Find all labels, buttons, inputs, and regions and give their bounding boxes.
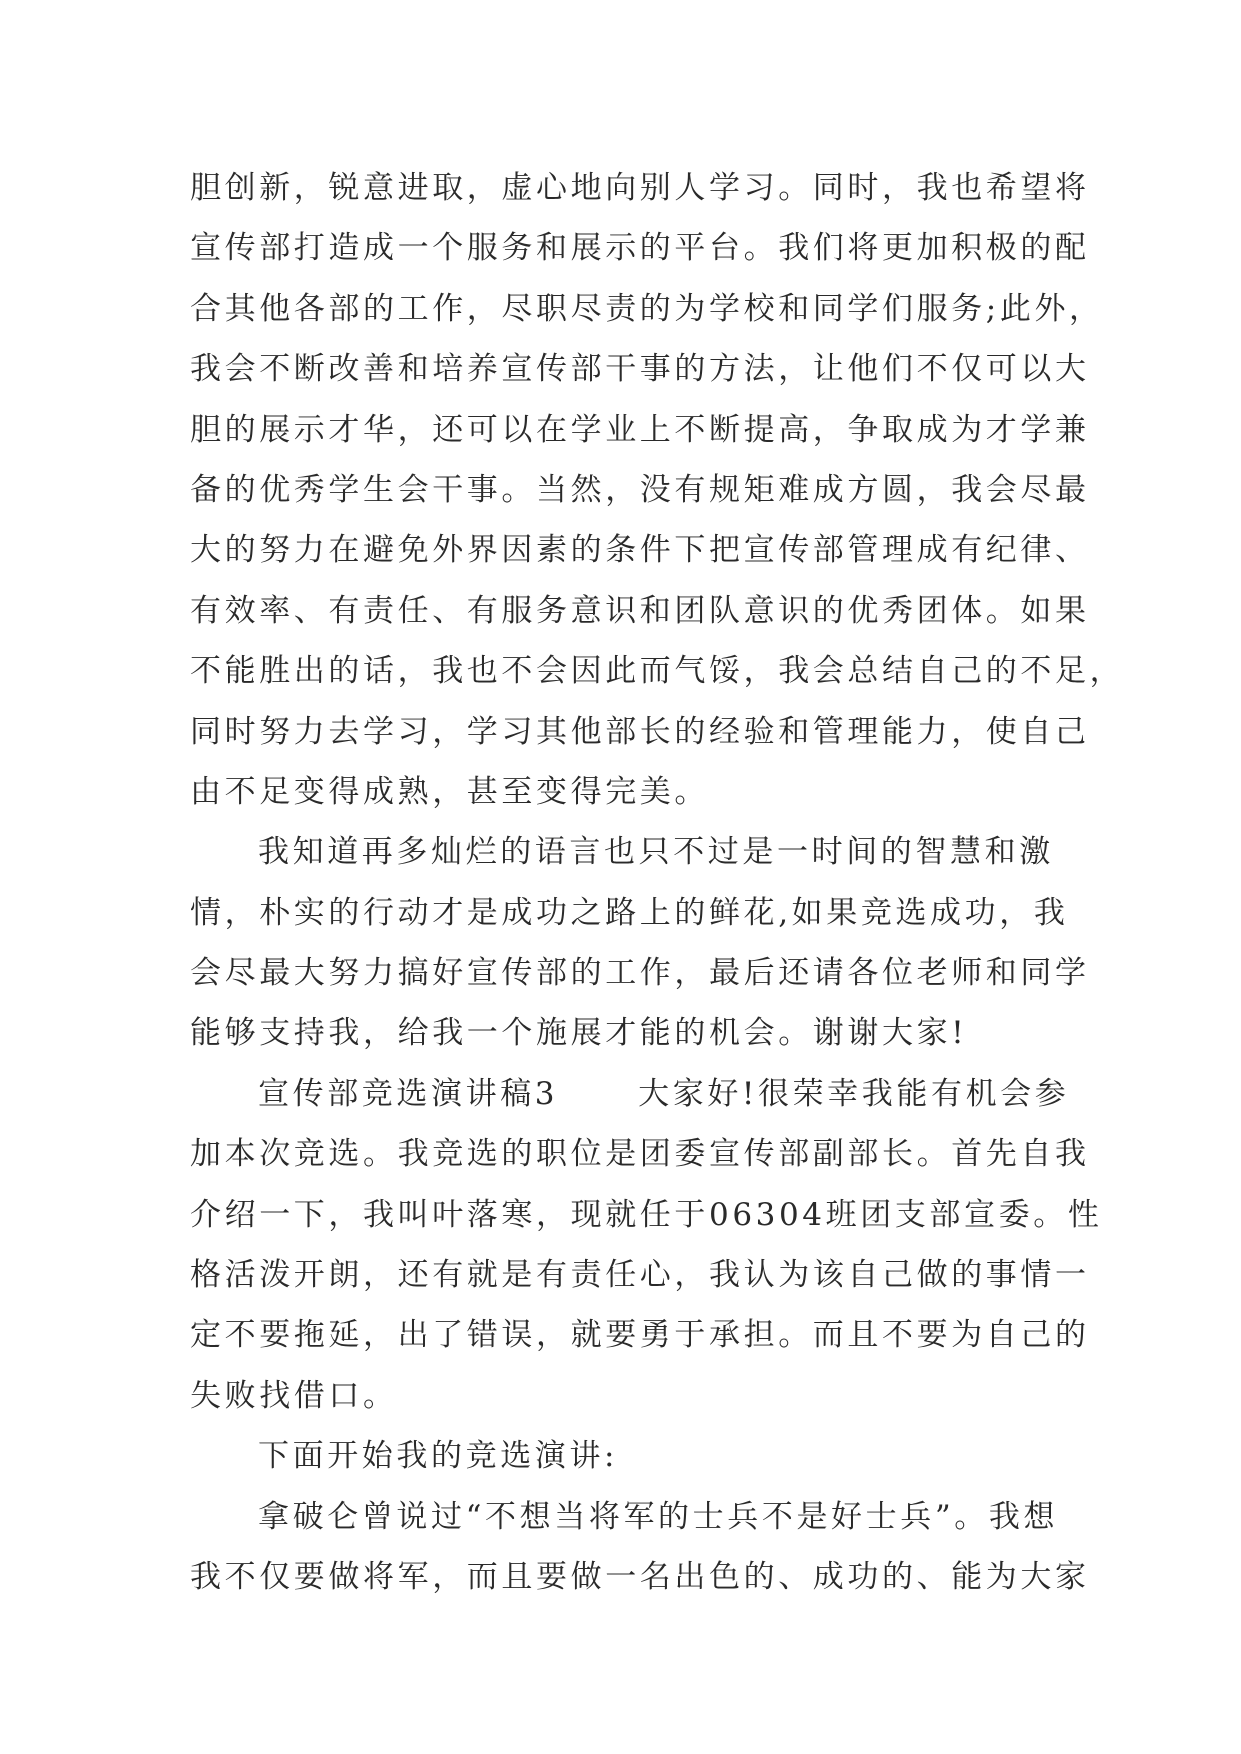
text-line-15: 能够支持我，给我一个施展才能的机会。谢谢大家!: [190, 1015, 968, 1052]
text-line-22: 下面开始我的竞选演讲:: [258, 1438, 619, 1475]
text-line-2: 宣传部打造成一个服务和展示的平台。我们将更加积极的配: [190, 230, 1090, 267]
text-line-11: 由不足变得成熟，甚至变得完美。: [190, 773, 709, 810]
text-line-24: 我不仅要做将军，而且要做一名出色的、成功的、能为大家: [190, 1558, 1090, 1595]
text-line-8: 有效率、有责任、有服务意识和团队意识的优秀团体。如果: [190, 592, 1090, 629]
text-line-19: 格活泼开朗，还有就是有责任心，我认为该自己做的事情一: [190, 1257, 1090, 1294]
text-line-7: 大的努力在避免外界因素的条件下把宣传部管理成有纪律、: [190, 532, 1090, 569]
text-line-4: 我会不断改善和培养宣传部干事的方法，让他们不仅可以大: [190, 351, 1090, 388]
text-line-13: 情，朴实的行动才是成功之路上的鲜花,如果竞选成功，我: [190, 894, 1069, 931]
text-line-10: 同时努力去学习，学习其他部长的经验和管理能力，使自己: [190, 713, 1090, 750]
text-line-3: 合其他各部的工作，尽职尽责的为学校和同学们服务;此外，: [190, 290, 1104, 327]
text-line-21: 失败找借口。: [190, 1377, 398, 1414]
text-line-17: 加本次竞选。我竞选的职位是团委宣传部副部长。首先自我: [190, 1136, 1090, 1173]
text-line-1: 胆创新，锐意进取，虚心地向别人学习。同时，我也希望将: [190, 170, 1090, 206]
body-text: [190, 158, 1125, 1607]
text-line-16: 宣传部竞选演讲稿3 大家好!很荣幸我能有机会参: [258, 1075, 1070, 1112]
text-line-20: 定不要拖延，出了错误，就要勇于承担。而且不要为自己的: [190, 1317, 1090, 1354]
text-line-23: 拿破仑曾说过“不想当将军的士兵不是好士兵”。我想: [258, 1498, 1059, 1535]
text-line-14: 会尽最大努力搞好宣传部的工作，最后还请各位老师和同学: [190, 955, 1090, 992]
text-line-12: 我知道再多灿烂的语言也只不过是一时间的智慧和激: [258, 834, 1054, 871]
text-line-18: 介绍一下，我叫叶落寒，现就任于06304班团支部宣委。性: [190, 1196, 1103, 1233]
text-line-5: 胆的展示才华，还可以在学业上不断提高，争取成为才学兼: [190, 411, 1090, 448]
text-line-6: 备的优秀学生会干事。当然，没有规矩难成方圆，我会尽最: [190, 471, 1090, 508]
text-line-9: 不能胜出的话，我也不会因此而气馁，我会总结自己的不足，: [190, 653, 1125, 690]
section-heading: 宣传部竞选演讲稿3: [258, 1075, 559, 1112]
